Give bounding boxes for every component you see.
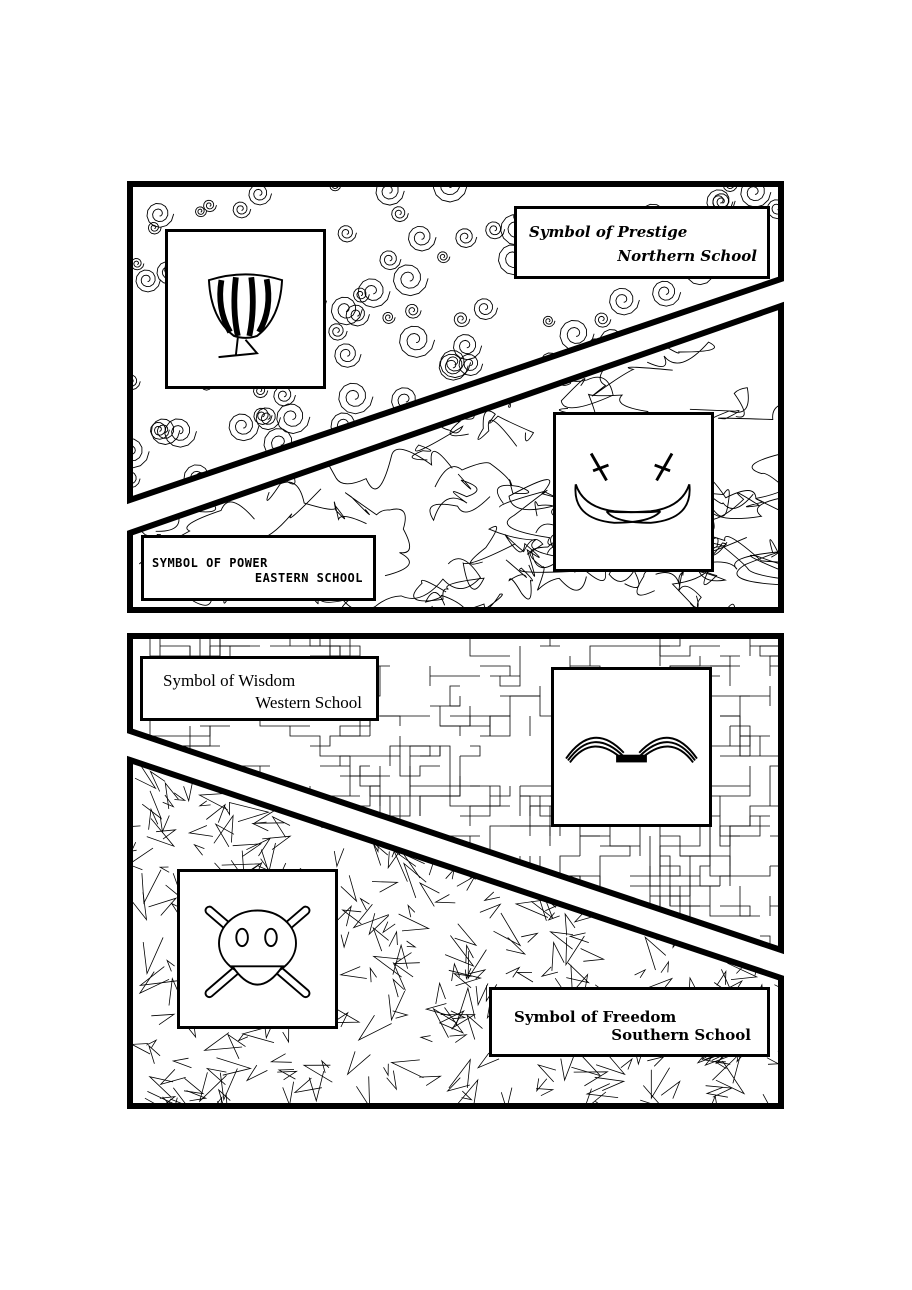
open-book-icon <box>554 670 709 824</box>
caption-north <box>514 206 770 279</box>
caption-west-line2: Western School <box>255 693 362 712</box>
caption-south-line2: Southern School <box>611 1026 751 1044</box>
caption-south-line1: Symbol of Freedom <box>514 1008 677 1026</box>
caption-west <box>140 656 379 721</box>
goblet-icon-frame <box>165 229 326 389</box>
caption-east <box>141 535 376 601</box>
skull-crossbones-icon <box>180 872 335 1026</box>
caption-north-line2: Northern School <box>617 247 757 265</box>
skull-icon-frame <box>177 869 338 1029</box>
scimitars-icon-frame <box>553 412 714 572</box>
caption-west-line1: Symbol of Wisdom <box>163 671 296 690</box>
caption-east-line2: EASTERN SCHOOL <box>254 571 363 585</box>
caption-north-line1: Symbol of Prestige <box>529 223 688 241</box>
caption-south <box>489 987 770 1057</box>
caption-east-line1: SYMBOL OF POWER <box>152 556 268 570</box>
book-icon-frame <box>551 667 712 827</box>
crossed-scimitars-icon <box>556 415 711 569</box>
goblet-icon <box>168 232 323 386</box>
